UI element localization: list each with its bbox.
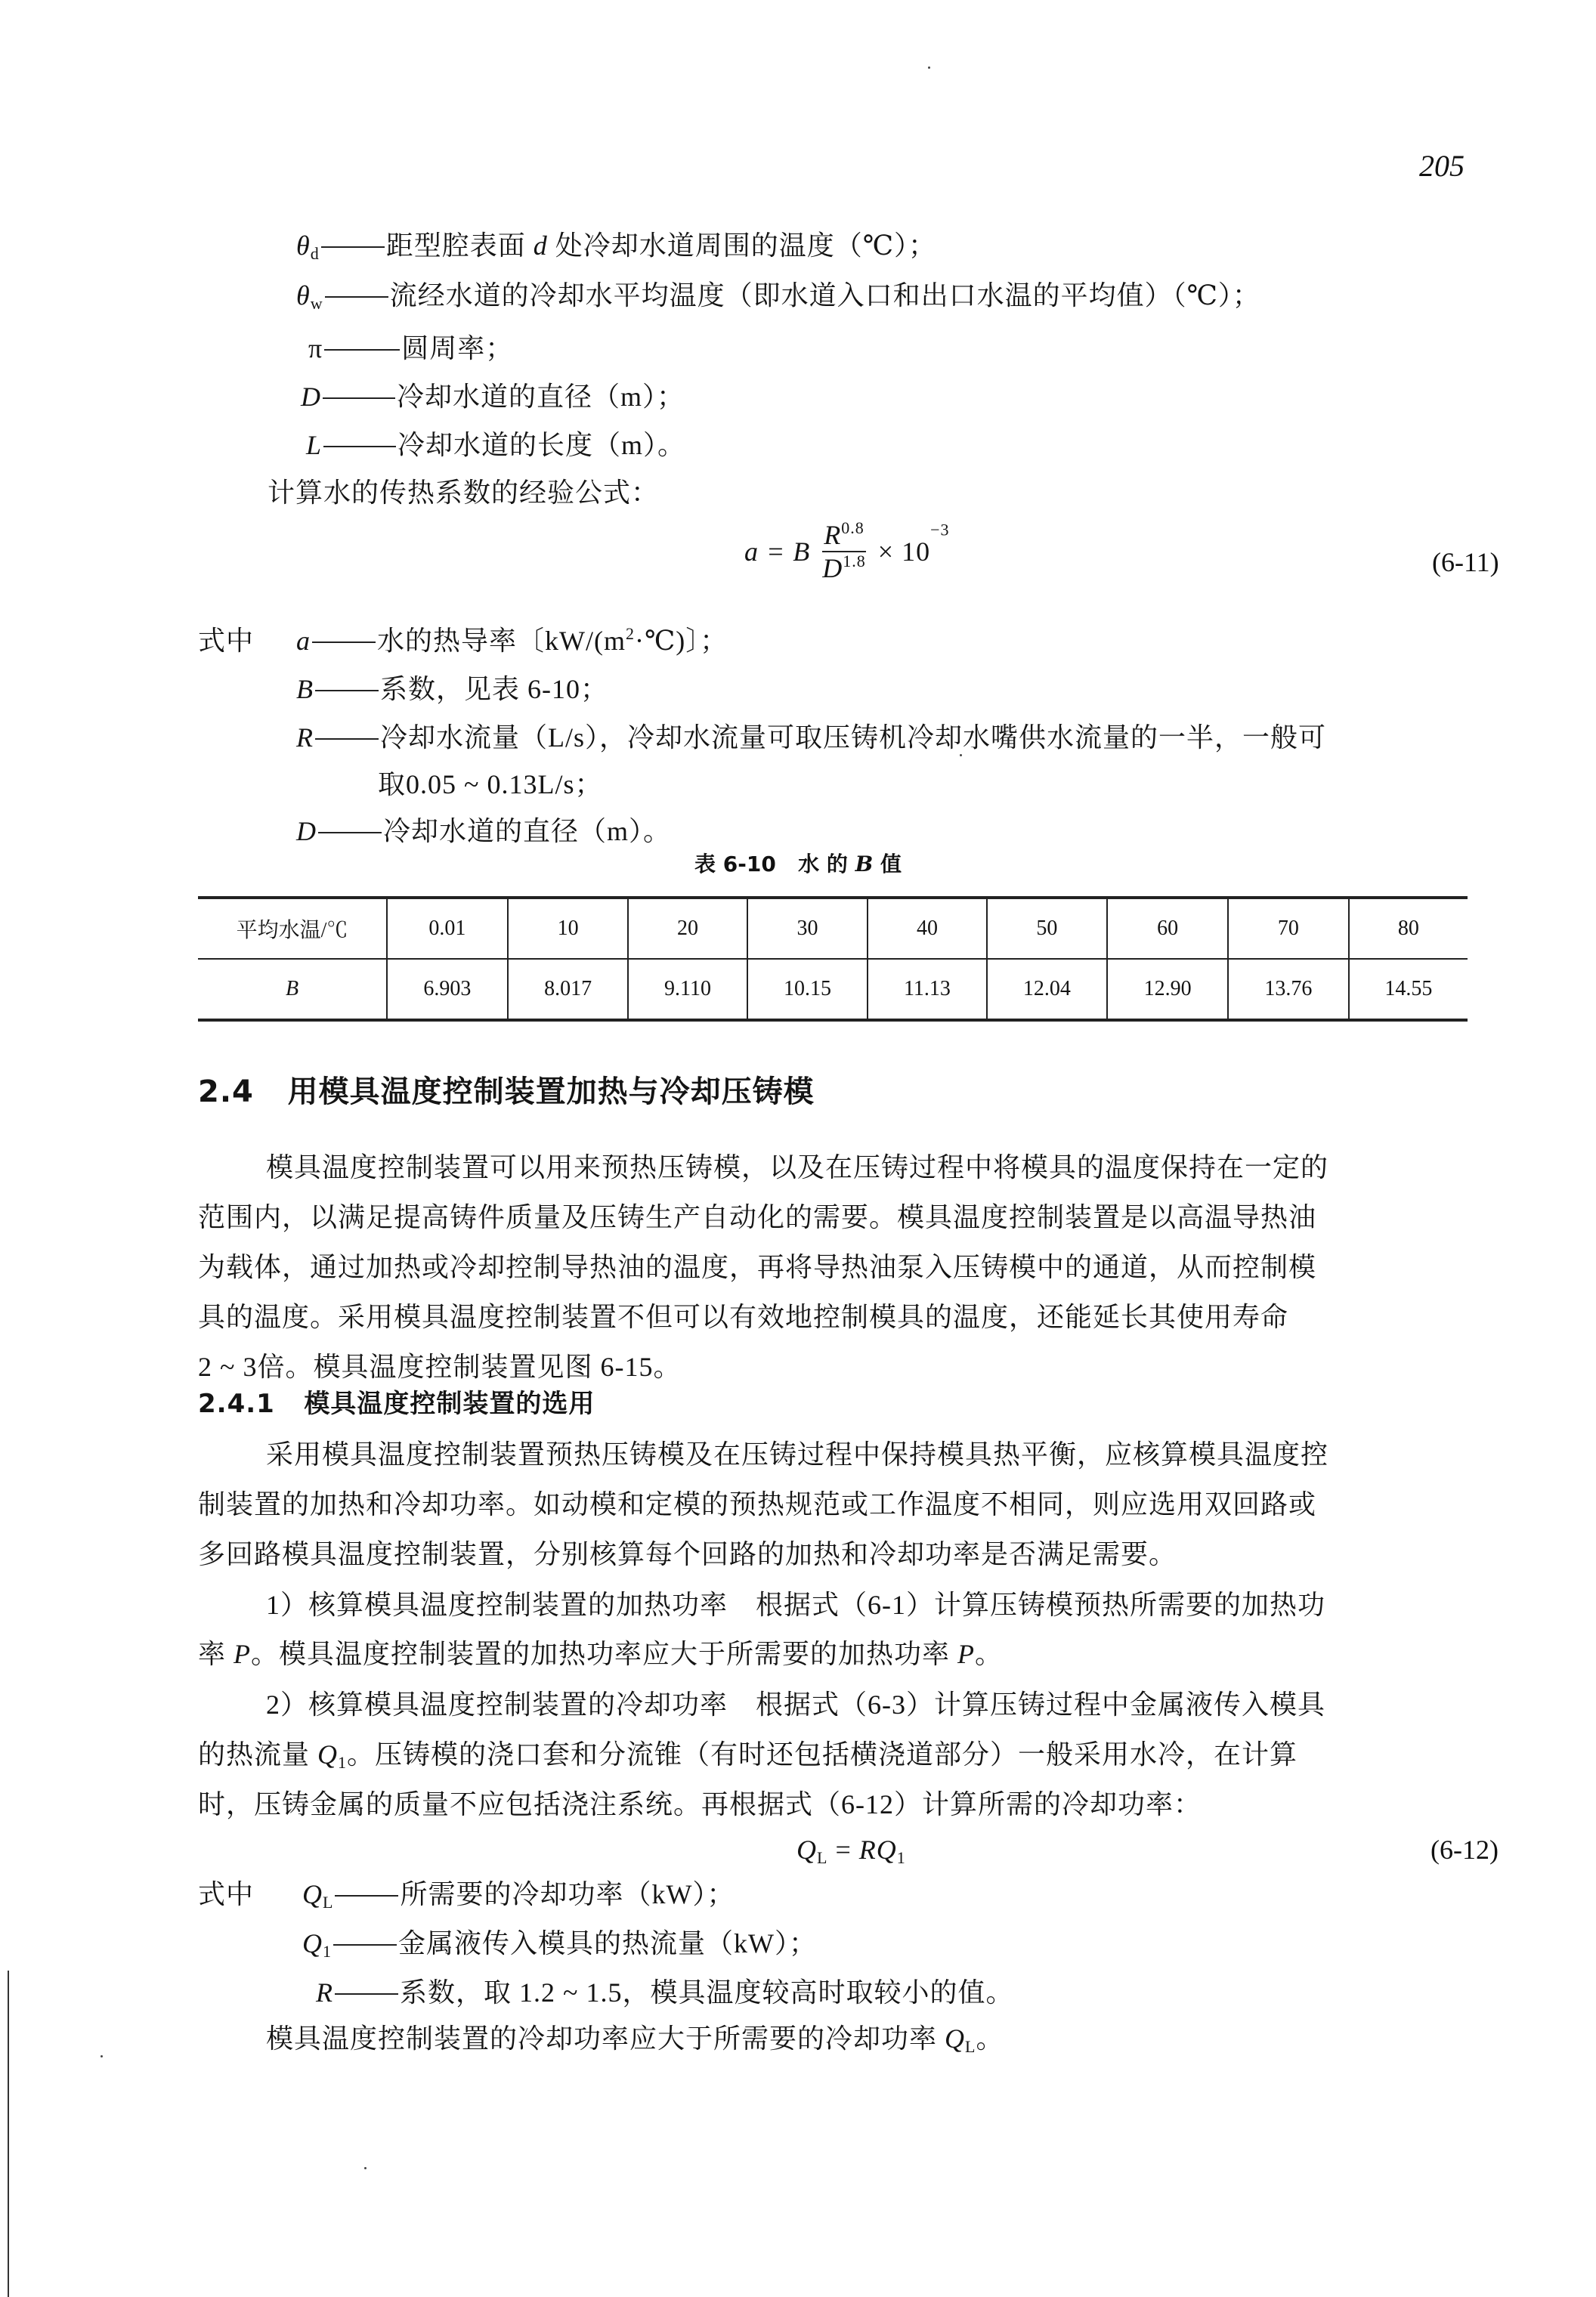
numerator-base: R bbox=[824, 520, 842, 550]
definition-text: 处冷却水道周围的温度（℃）； bbox=[547, 230, 936, 261]
equation-6-11 bbox=[744, 520, 950, 603]
where-label: 式中 bbox=[198, 626, 255, 656]
item-2-line-3: 时，压铸金属的质量不应包括浇注系统。再根据式（6-12）计算所需的冷却功率： bbox=[198, 1789, 1202, 1819]
equation-number-6-12: (6-12) bbox=[1431, 1835, 1499, 1865]
text: 。 bbox=[976, 2023, 1004, 2054]
em-dash bbox=[321, 246, 385, 248]
subscript: d bbox=[310, 244, 320, 263]
temperature-cell: 10 bbox=[508, 898, 629, 959]
symbol: θ bbox=[296, 230, 311, 261]
equation-6-12 bbox=[796, 1833, 906, 1866]
em-dash bbox=[324, 349, 400, 351]
symbol: a bbox=[296, 626, 311, 656]
paragraph-line: 范围内，以满足提高铸件质量及压铸生产自动化的需要。模具温度控制装置是以高温导热油 bbox=[198, 1202, 1317, 1232]
definition-text: 冷却水道的直径（m）。 bbox=[383, 816, 672, 846]
definition-text: 系数，见表 6-10； bbox=[380, 674, 608, 704]
multiplier-exponent: −3 bbox=[930, 520, 950, 539]
symbol: Q bbox=[302, 1928, 323, 1958]
paragraph-line: 为载体，通过加热或冷却控制导热油的温度，再将导热油泵入压铸模中的通道，从而控制模 bbox=[198, 1252, 1317, 1282]
definition-D-2 bbox=[296, 815, 671, 848]
denominator-base: D bbox=[822, 553, 843, 583]
where-label: 式中 bbox=[198, 1879, 255, 1909]
definition-pi bbox=[308, 332, 513, 365]
definition-text: 圆周率； bbox=[401, 333, 514, 363]
scan-speck bbox=[364, 2167, 367, 2169]
definition-R-continued: 取0.05 ~ 0.13L/s； bbox=[378, 769, 603, 799]
b-value-cell: 12.90 bbox=[1107, 959, 1228, 1020]
b-value-cell: 9.110 bbox=[628, 959, 747, 1020]
b-value-cell: 6.903 bbox=[387, 959, 508, 1020]
text: 。 bbox=[975, 1639, 1004, 1669]
b-value-cell: 12.04 bbox=[987, 959, 1108, 1020]
em-dash bbox=[315, 690, 379, 691]
temperature-cell: 20 bbox=[628, 898, 747, 959]
em-dash bbox=[335, 1895, 398, 1897]
subscript: L bbox=[817, 1848, 828, 1867]
definition-text: 距型腔表面 bbox=[385, 230, 534, 261]
definition-text: ·℃)〕； bbox=[634, 626, 728, 656]
numerator-exponent: 0.8 bbox=[841, 518, 865, 537]
symbol: D bbox=[296, 816, 317, 846]
b-value-cell: 14.55 bbox=[1349, 959, 1468, 1020]
section-number: 2.4.1 bbox=[198, 1389, 275, 1419]
denominator bbox=[822, 553, 866, 583]
definition-text: 冷却水道的长度（m）。 bbox=[397, 430, 686, 460]
denominator-exponent: 1.8 bbox=[843, 552, 866, 570]
em-dash bbox=[325, 296, 388, 298]
em-dash bbox=[333, 1944, 397, 1946]
caption-text: 水 的 bbox=[798, 852, 855, 876]
equation-rhs: RQ bbox=[858, 1835, 897, 1865]
definition-QL bbox=[302, 1878, 735, 1911]
temperature-cell: 40 bbox=[868, 898, 986, 959]
text: 。压铸模的浇口套和分流锥（有时还包括横浇道部分）一般采用水冷，在计算 bbox=[347, 1739, 1298, 1770]
definition-R bbox=[296, 721, 1326, 754]
symbol: L bbox=[306, 430, 323, 460]
section-number: 2.4 bbox=[198, 1074, 254, 1109]
numerator bbox=[822, 520, 866, 550]
subscript: w bbox=[310, 294, 323, 313]
paragraph-line: 多回路模具温度控制装置，分别核算每个回路的加热和冷却功率是否满足需要。 bbox=[198, 1539, 1177, 1569]
temperature-cell: 80 bbox=[1349, 898, 1468, 959]
symbol: P bbox=[234, 1639, 252, 1669]
definition-theta-d bbox=[296, 229, 936, 262]
equation-lhs: Q bbox=[796, 1835, 817, 1865]
table-b-values bbox=[198, 896, 1468, 1022]
text: 的热流量 bbox=[198, 1739, 318, 1770]
caption-text: 值 bbox=[873, 852, 902, 876]
table-row-temperature bbox=[198, 898, 1468, 959]
section-heading-2-4-1 bbox=[198, 1387, 595, 1421]
definition-D bbox=[301, 380, 685, 413]
b-value-cell: 8.017 bbox=[508, 959, 629, 1020]
symbol: D bbox=[301, 382, 321, 412]
subscript: 1 bbox=[338, 1753, 348, 1772]
text: 模具温度控制装置的冷却功率应大于所需要的冷却功率 bbox=[266, 2023, 945, 2054]
caption-symbol: B bbox=[855, 852, 874, 876]
b-value-cell: 10.15 bbox=[747, 959, 868, 1020]
paragraph-line: 采用模具温度控制装置预热压铸模及在压铸过程中保持模具热平衡，应核算模具温度控 bbox=[266, 1439, 1329, 1470]
symbol: Q bbox=[317, 1739, 339, 1770]
equals-sign: = bbox=[827, 1835, 859, 1865]
symbol: π bbox=[308, 333, 323, 363]
scan-speck bbox=[960, 754, 962, 756]
definition-text: 金属液传入模具的热流量（kW）； bbox=[398, 1928, 817, 1958]
definition-text: 冷却水流量（L/s），冷却水流量可取压铸机冷却水嘴供水流量的一半，一般可 bbox=[380, 722, 1327, 753]
em-dash bbox=[315, 738, 379, 740]
symbol: d bbox=[533, 230, 548, 261]
row-header: B bbox=[198, 959, 387, 1020]
equation-number-6-11: (6-11) bbox=[1432, 547, 1499, 577]
scan-margin-line bbox=[8, 1971, 9, 2297]
definition-a bbox=[296, 624, 728, 657]
table-row-b bbox=[198, 959, 1468, 1020]
temperature-cell: 30 bbox=[747, 898, 868, 959]
paragraph-line: 模具温度控制装置可以用来预热压铸模，以及在压铸过程中将模具的温度保持在一定的 bbox=[266, 1152, 1329, 1183]
closing-sentence bbox=[266, 2022, 1004, 2055]
item-1-line-1: 1）核算模具温度控制装置的加热功率 根据式（6-1）计算压铸模预热所需要的加热功 bbox=[266, 1590, 1325, 1620]
subscript: L bbox=[323, 1893, 334, 1912]
superscript: 2 bbox=[625, 624, 635, 643]
definition-text: 系数，取 1.2 ~ 1.5，模具温度较高时取较小的值。 bbox=[400, 1977, 1014, 2008]
b-value-cell: 13.76 bbox=[1228, 959, 1349, 1020]
definition-theta-w bbox=[296, 279, 1260, 312]
formula-intro: 计算水的传热系数的经验公式： bbox=[268, 478, 660, 508]
scan-speck bbox=[928, 66, 930, 69]
temperature-cell: 50 bbox=[987, 898, 1108, 959]
paragraph-line: 制装置的加热和冷却功率。如动模和定模的预热规范或工作温度不相同，则应选用双回路或 bbox=[198, 1489, 1317, 1519]
fraction bbox=[822, 520, 866, 583]
item-2-line-2 bbox=[198, 1738, 1298, 1771]
item-1-line-2 bbox=[198, 1637, 1003, 1671]
definition-Q1 bbox=[302, 1927, 817, 1960]
symbol: Q bbox=[945, 2023, 966, 2054]
temperature-cell: 70 bbox=[1228, 898, 1349, 959]
table-caption bbox=[0, 848, 1596, 878]
text: 率 bbox=[198, 1639, 234, 1669]
em-dash bbox=[323, 397, 395, 399]
symbol: R bbox=[296, 722, 314, 753]
subscript: 1 bbox=[323, 1942, 332, 1961]
scan-speck bbox=[101, 2055, 103, 2057]
caption-number: 表 6-10 bbox=[694, 852, 776, 876]
definition-text: 冷却水道的直径（m）； bbox=[397, 382, 685, 412]
symbol: R bbox=[316, 1977, 333, 2008]
em-dash bbox=[323, 446, 396, 447]
definition-B bbox=[296, 672, 608, 706]
item-2-line-1: 2）核算模具温度控制装置的冷却功率 根据式（6-3）计算压铸过程中金属液传入模具 bbox=[266, 1690, 1325, 1720]
definition-text: 流经水道的冷却水平均温度（即水道入口和出口水温的平均值）（℃）； bbox=[389, 280, 1260, 311]
symbol: P bbox=[957, 1639, 976, 1669]
definition-text: 所需要的冷却功率（kW）； bbox=[400, 1879, 735, 1909]
page-number: 205 bbox=[1419, 149, 1465, 183]
symbol: Q bbox=[302, 1879, 323, 1909]
temperature-cell: 60 bbox=[1107, 898, 1228, 959]
paragraph-line: 2 ~ 3倍。模具温度控制装置见图 6-15。 bbox=[198, 1352, 682, 1382]
definition-R-2 bbox=[316, 1976, 1013, 2009]
equation-lhs: a = B bbox=[744, 536, 811, 567]
text: 。模具温度控制装置的加热功率应大于所需要的加热功率 bbox=[251, 1639, 958, 1669]
definition-L bbox=[306, 428, 685, 462]
em-dash bbox=[312, 641, 376, 643]
symbol: B bbox=[296, 674, 314, 704]
subscript: L bbox=[965, 2037, 976, 2056]
section-title: 模具温度控制装置的选用 bbox=[304, 1389, 595, 1419]
row-header: 平均水温/℃ bbox=[198, 898, 387, 959]
temperature-cell: 0.01 bbox=[387, 898, 508, 959]
section-title: 用模具温度控制装置加热与冷却压铸模 bbox=[287, 1074, 815, 1109]
definition-text: 水的热导率〔kW/(m bbox=[377, 626, 626, 656]
subscript: 1 bbox=[896, 1848, 906, 1867]
em-dash bbox=[318, 832, 382, 833]
multiplier: × 10 bbox=[877, 536, 931, 567]
paragraph-line: 具的温度。采用模具温度控制装置不但可以有效地控制模具的温度，还能延长其使用寿命 bbox=[198, 1302, 1289, 1332]
symbol: θ bbox=[296, 280, 311, 311]
section-heading-2-4 bbox=[198, 1075, 815, 1108]
em-dash bbox=[335, 1993, 398, 1995]
b-value-cell: 11.13 bbox=[868, 959, 986, 1020]
